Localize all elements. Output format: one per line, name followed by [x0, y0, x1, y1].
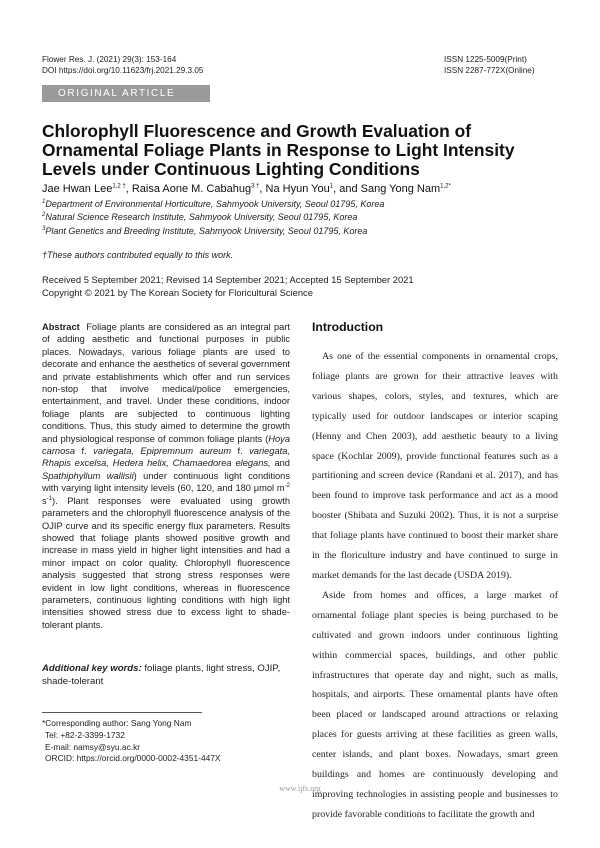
author-separator: , and: [333, 183, 361, 195]
copyright-notice: Copyright © 2021 by The Korean Society for Floricultural Science: [42, 287, 313, 298]
keywords: [42, 662, 290, 688]
affiliation: [42, 225, 367, 237]
author-affiliation-mark: 1: [329, 183, 334, 190]
introduction-body: [312, 347, 558, 825]
footnote-divider: [42, 712, 202, 713]
phone: Tel: +82-2-3399-1732: [45, 729, 125, 740]
corresponding-author: *Corresponding author: Sang Yong Nam: [42, 718, 192, 728]
keywords-label: Additional key words:: [42, 663, 142, 674]
abstract-text: Foliage plants are considered as an integral part of adding aesthetic and functional purposes in public places. Nowadays, various foliage plants are used to decorate and enhance the aesthetics of several government and private establishments which offer and run services non-stop that involve medical/police emergencies, entertainment, and travel. Under these conditions, indoor foliage plants are subjected to continuous lighting conditions. Thus, this study aimed to determine the growth and physiological response of common foliage plants (: [42, 322, 290, 444]
article-type-banner: ORIGINAL ARTICLE: [42, 85, 210, 102]
paragraph: Aside from homes and offices, a large market of ornamental foliage plant species is being purchased to be cultivated and grown indoors under continuous lighting within commercial spaces, buildings, and other public infrastructures that operate day and night, such as malls, hospitals, and airports. These ornamental plants have often been placed or landscaped around attractions or relaxing places for guests arriving at these facilities as green walls, center islands, and plant boxes. Nowadays, smart green buildings and homes are continuously developing and improving technologies in assisting people and businesses to provide favorable conditions to facilitate the growth and: [312, 589, 558, 820]
issn-online: ISSN 2287-772X(Online): [444, 66, 535, 75]
affiliation-text: Department of Environmental Horticulture, Sahmyook University, Seoul 01795, Korea: [45, 199, 385, 209]
footer-url[interactable]: www.ijfs.org: [279, 784, 321, 793]
introduction-heading: Introduction: [312, 320, 384, 334]
abstract-text: and: [270, 458, 290, 469]
issn-print: ISSN 1225-5009(Print): [444, 55, 527, 64]
abstract-text: ) under continuous light conditions with varying light intensity levels (60, 120, and 180 μmol m: [42, 470, 290, 494]
affiliation: [42, 211, 357, 223]
author-name: Na Hyun You: [265, 183, 330, 195]
equal-contribution-note: †These authors contributed equally to this work.: [42, 250, 234, 260]
species-name: Hoya carnosa: [42, 433, 290, 457]
affiliation: [42, 198, 384, 210]
affiliation-number: 2: [42, 212, 46, 218]
affiliation-text: Natural Science Research Institute, Sahmyook University, Seoul 01795, Korea: [45, 212, 358, 222]
abstract-text: ). Plant responses were evaluated using growth parameters and the chlorophyll fluorescence analysis of the OJIP curve and its specific energy flux parameters. Results showed that foliage plants showed positive growth and increase in mass yield in higher light intensities and had a minor impact on color quality. Chlorophyll fluorescence analysis suggested that strong stress responses were evident in low light conditions, whereas in fluorescence parameters, continuous lighting conditions with high light intensities showed stress due to excess light to shade-tolerant plants.: [42, 495, 290, 630]
unit-exponent: -2: [284, 483, 290, 490]
paper-title: Chlorophyll Fluorescence and Growth Evaluation of Ornamental Foliage Plants in Response to Light Intensity Levels under Continuous Lighting Conditions: [42, 121, 515, 179]
correspondence-block: [42, 718, 221, 765]
affiliation-text: Plant Genetics and Breeding Institute, Sahmyook University, Seoul 01795, Korea: [45, 226, 368, 236]
keywords-text: foliage plants, light stress, OJIP, shade-tolerant: [42, 663, 281, 687]
abstract-label: Abstract: [42, 322, 80, 332]
author-name: Jae Hwan Lee: [42, 183, 113, 195]
species-name: Spathiphyllum wallisii: [42, 470, 134, 481]
orcid-link[interactable]: ORCID: https://orcid.org/0000-0002-4351-447X: [45, 753, 221, 764]
author-affiliation-mark: 1,2 †: [112, 183, 126, 190]
author-name: Sang Yong Nam: [360, 183, 441, 195]
paragraph: As one of the essential components in ornamental crops, foliage plants are grown for their attractive leaves with various shapes, colors, styles, and textures, which are typically used for outdoor landscapes or interior scaping (Henny and Chen 2003), add aesthetic beauty to a living space (Kochlar 2009), provide functional features such as a partitioning and screen device (Randani et al. 2017), and has been found to improve task performance and act as a mood booster (Shibata and Suzuki 2002). Thus, it is not a surprise that foliage plants have continued to boost their market share in the floriculture industry and have continued to surge in market demands for the last decade (USDA 2019).: [312, 351, 558, 581]
author-affiliation-mark: 1,2*: [440, 183, 451, 190]
submission-dates: Received 5 September 2021; Revised 14 September 2021; Accepted 15 September 2021: [42, 274, 414, 285]
author-affiliation-mark: 3 †: [251, 183, 260, 190]
author-list: [42, 183, 451, 195]
abstract-text: f.: [75, 446, 94, 457]
author-separator: ,: [259, 183, 266, 195]
doi-link[interactable]: DOI https://doi.org/10.11623/frj.2021.29.3.05: [42, 66, 204, 75]
journal-citation: Flower Res. J. (2021) 29(3): 153-164: [42, 55, 177, 64]
abstract-text: s: [42, 495, 47, 506]
email-link[interactable]: E-mail: namsy@syu.ac.kr: [45, 741, 141, 752]
author-separator: ,: [125, 183, 132, 195]
author-name: Raisa Aone M. Cabahug: [131, 183, 252, 195]
abstract-text: f.: [231, 446, 250, 457]
unit-exponent: -1: [46, 495, 52, 502]
affiliation-number: 1: [42, 199, 46, 205]
species-name: variegata, Rhapis excelsa, Hedera helix, Chamaedorea elegans,: [42, 446, 290, 469]
species-name: variegata, Epipremnum aureum: [93, 446, 232, 457]
abstract: [42, 321, 290, 631]
affiliation-number: 3: [42, 226, 46, 232]
